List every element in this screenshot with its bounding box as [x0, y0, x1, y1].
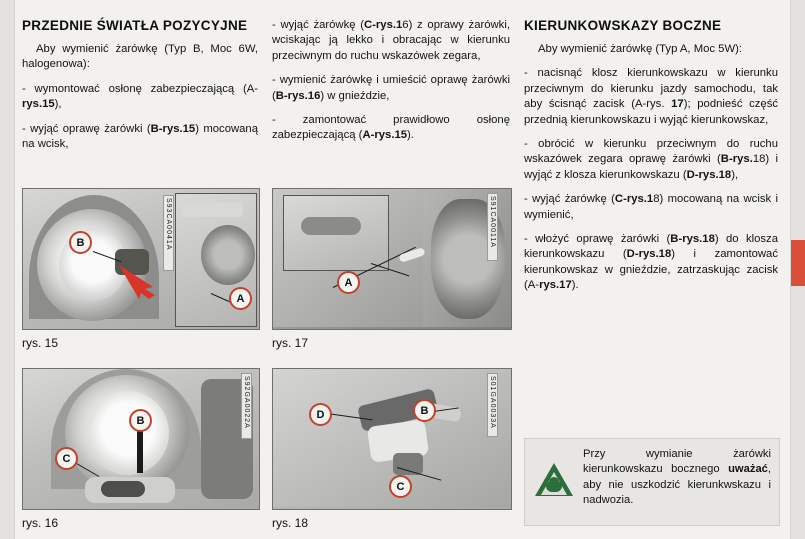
- section-heading-front-position-lights: PRZEDNIE ŚWIATŁA POZYCYJNE: [22, 18, 248, 33]
- paragraph-right-2: - nacisnąć klosz kierunkowskazu w kierunku przeciwnym do kierunku jazdy samochodu, tak aby ścisnąć zacisk (A-rys. 17); podnieść część przednią kierunkowskazu i wyjąć kierunkowskaz,: [524, 67, 778, 126]
- figure-15-image: [22, 188, 260, 330]
- section-tab-marker: [791, 240, 805, 286]
- column-middle: [272, 18, 510, 153]
- paragraph-left-2: - wymontować osłonę zabezpieczającą (A-rys.15),: [22, 82, 258, 111]
- figure-15-caption: rys. 15: [22, 336, 59, 350]
- page-right-edge: [790, 0, 805, 539]
- figure-15-photo-code: S93CA0041A: [163, 195, 174, 271]
- figure-15-callout-b: B: [69, 231, 92, 254]
- paragraph-left-1: Aby wymienić żarówkę (Typ B, Moc 6W, halogenowa):: [22, 43, 258, 71]
- warning-box: [524, 438, 780, 526]
- figure-16-callout-b: B: [129, 409, 152, 432]
- figure-17-caption: rys. 17: [272, 336, 309, 350]
- figure-18-caption: rys. 18: [272, 516, 309, 530]
- figure-17-image: [272, 188, 512, 330]
- photo-indicator-bulb-holder: [273, 369, 511, 509]
- figure-16-photo-code: S92GA0022A: [241, 373, 252, 439]
- figure-16-image: [22, 368, 260, 510]
- figure-18-callout-c: C: [389, 475, 412, 498]
- figure-16-callout-c: C: [55, 447, 78, 470]
- paragraph-middle-1: - wyjąć żarówkę (C-rys.16) z oprawy żarówki, wciskając ją lekko i obracając w kierunku przeciwnym do ruchu wskazówek zegara,: [272, 19, 510, 62]
- figure-18-image: [272, 368, 512, 510]
- photo-front-wheel-arch: [23, 189, 259, 329]
- red-arrow-icon: [119, 265, 171, 305]
- page-left-edge: [0, 0, 15, 539]
- column-right: [524, 18, 778, 303]
- warning-text: Przy wymianie żarówki kierunkowskazu bocznego uważać, aby nie uszkodzić kierunkwskazu i nadwozia.: [583, 448, 771, 507]
- figure-15-callout-a: A: [229, 287, 252, 310]
- figure-18-callout-d: D: [309, 403, 332, 426]
- paragraph-right-5: - włożyć oprawę żarówki (B-rys.18) do klosza kierunkowskazu (D-rys.18) i zamontować kierunkowskaz w gnieździe, zatrzaskując zacisk (A-rys.17).: [524, 233, 778, 292]
- photo-bulb-holder: [23, 369, 259, 509]
- figure-17-callout-a: A: [337, 271, 360, 294]
- paragraph-right-4: - wyjąć żarówkę (C-rys.18) mocowaną na wcisk i wymienić,: [524, 193, 778, 221]
- photo-side-indicator-removal: [273, 189, 511, 329]
- section-heading-side-turn-indicators: KIERUNKOWSKAZY BOCZNE: [524, 18, 722, 33]
- column-left: [22, 18, 258, 161]
- figure-16: [22, 368, 260, 530]
- figure-17: [272, 188, 512, 350]
- figure-18: [272, 368, 512, 530]
- paragraph-right-3: - obrócić w kierunku przeciwnym do ruchu wskazówek zegara oprawę żarówki (B-rys.18) i wyjąć z klosza kierunkowskazu (D-rys.18),: [524, 138, 778, 181]
- figure-17-photo-code: S91CA0011A: [487, 193, 498, 261]
- paragraph-middle-3: - zamontować prawidłowo osłonę zabezpieczającą (A-rys.15).: [272, 114, 510, 142]
- figure-18-callout-b: B: [413, 399, 436, 422]
- figure-16-caption: rys. 16: [22, 516, 59, 530]
- paragraph-left-3: - wyjąć oprawę żarówki (B-rys.15) mocowaną na wcisk,: [22, 122, 258, 151]
- figure-15: [22, 188, 260, 350]
- figure-18-photo-code: S01GA0033A: [487, 373, 498, 437]
- paragraph-middle-2: - wymienić żarówkę i umieścić oprawę żarówki (B-rys.16) w gnieździe,: [272, 74, 510, 102]
- warning-text-wrapper: [525, 439, 779, 525]
- paragraph-right-1: Aby wymienić żarówkę (Typ A, Moc 5W):: [538, 43, 743, 55]
